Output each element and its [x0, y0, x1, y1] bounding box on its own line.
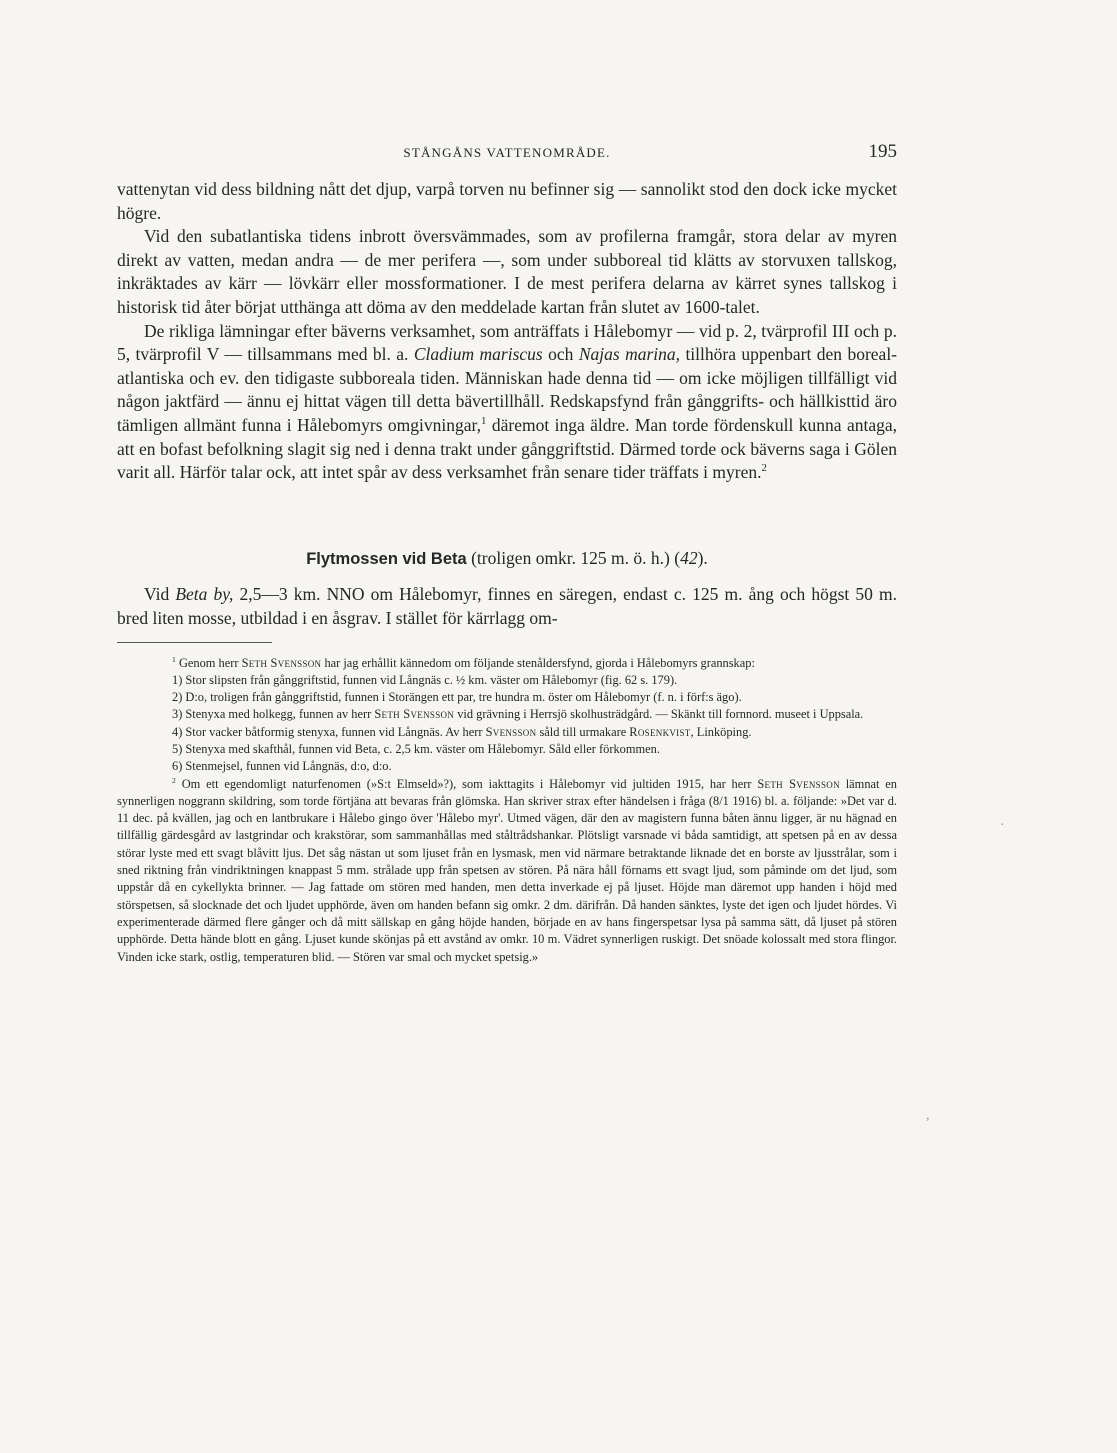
- paragraph-2: Vid den subatlantiska tidens inbrott översvämmades, som av profilerna framgår, stora delar av myren direkt av vatten, medan andra — de mer perifera —, som under subboreal tid klätts av storvuxen tallskog, inkräktades av kärr — lövkärr eller mossformationer. I de mest perifera delarna av kärret synes tallskog i historisk tid åter börjat utthänga att döma av den meddelade kartan från slutet av 1600-talet.: [117, 226, 897, 317]
- footnote-list-item: 6) Stenmejsel, funnen vid Långnäs, d:o, d:o.: [172, 759, 392, 774]
- section-title: Flytmossen vid Beta: [306, 549, 467, 568]
- footnote-list-item: 4) Stor vacker båtformig stenyxa, funnen vid Långnäs. Av herr Svensson såld till urmakare Rosenkvist, Linköping.: [172, 724, 752, 739]
- paragraph-3: De rikliga lämningar efter bäverns verksamhet, som anträffats i Hålebomyr — vid p. 2, tvärprofil III och p. 5, tvärprofil V — tillsammans med bl. a. Cladium mariscus och Najas marina, tillhöra uppenbart den boreal-atlantiska och ev. den tidigaste subboreala tiden. Människan hade denna tid — om icke möjligen tillfälligt vid någon jaktfärd — ännu ej hittat vägen till detta bävertillhåll. Redskapsfynd från gånggrifts- och hällkisttid äro tämligen allmänt funna i Hålebomyrs omgivningar,$^1$ däremot inga äldre. Man torde fördenskull kunna antaga, att en bofast befolkning slagit sig ned i denna trakt under gånggriftstid. Därmed torde ock bäverns saga i Gölen varit all. Härför talar ock, att intet spår av dess verksamhet från senare tider träffats i myren.$^2$: [117, 320, 898, 483]
- paragraph-1: vattenytan vid dess bildning nått det djup, varpå torven nu befinner sig — sannolikt stod den dock icke mycket högre.: [117, 179, 897, 223]
- footnote-2: $^2$ Om ett egendomligt naturfenomen (»S:t Elmseld»?), som iakttagits i Hålebomyr vid jultiden 1915, har herr Seth Svensson lämnat en synnerligen noggrann skildring, som torde förtjäna att bevaras från glömska. Han skriver strax efter händelsen i fråga (8/1 1916) bl. a. följande: »Det var d. 11 dec. på kvällen, jag och en lantbrukare i Hålebo gingo över 'Hålebo myr'. Utmed vägen, där den av magistern funna båten ännu ligger, är nu hägnad en tillfällig gärdesgård av lastgrindar och krakstörar, som sammanhållas med ståltrådshankar. Plötsligt varsnade vi båda samtidigt, att spetsen på en av dessa störar lyste med ett svagt blåvitt ljus. Det såg nästan ut som ljuset från en lysmask, men vid närmare betraktande liknade det en borste av ljusstrålar, som i sned riktning från vindriktningen knappast 5 mm. strålade upp från spetsen av stören. På nära håll förnams ett svagt ljud, som påminde om det ljud, som uppstår då en cykellykta brinner. — Jag fattade om stören med handen, men detta inverkade ej på ljuset. Höjde man däremot upp handen i höjd med störspetsen, så slocknade det och ljudet upphörde, även om handen befann sig omkr. 2 dm. därifrån. Då handen sänktes, lyste det igen och ljudet hördes. Vi experimenterade därmed flere gånger och då mitt sällskap en gång höjde handen, började en av hans fingerspetsar lysa på samma sätt, då ljuset på stören upphörde. Detta hände blott en gång. Ljuset kunde skönjas på ett avstånd av omkr. 10 m. Vädret synnerligen ruskigt. Det snöade kolossalt med stora flingor. Vinden icke stark, ostlig, temperaturen blid. — Stören var smal och mycket spetsig.»: [117, 775, 897, 964]
- running-title: STÅNGÅNS VATTENOMRÅDE.: [403, 145, 611, 160]
- footnote-list-item: 5) Stenyxa med skafthål, funnen vid Beta, c. 2,5 km. väster om Hålebomyr. Såld eller förkommen.: [172, 741, 660, 756]
- footnote-ref: 1: [481, 415, 487, 428]
- section-heading: Flytmossen vid Beta (troligen omkr. 125 m. ö. h.) (42).: [306, 547, 708, 568]
- footnote-list-item: 3) Stenyxa med holkegg, funnen av herr Seth Svensson vid grävning i Herrsjö skolhusträdgård. — Skänkt till fornnord. museet i Uppsala.: [172, 707, 864, 722]
- page-header: [117, 141, 897, 165]
- scan-speck: ·: [1000, 818, 1005, 833]
- main-text: [117, 178, 897, 966]
- footnotes: [117, 655, 897, 966]
- species-name: Najas marina,: [578, 344, 681, 365]
- place-name: Beta by,: [175, 584, 234, 605]
- scan-speck: ,: [926, 1108, 930, 1123]
- page-number: 195: [868, 141, 897, 162]
- footnote-divider: [117, 642, 272, 643]
- footnote-1: $^1$ Genom herr Seth Svensson har jag erhållit kännedom om följande stenåldersfynd, gjorda i Hålebomyrs grannskap:: [172, 654, 755, 670]
- footnote-list-item: 2) D:o, troligen från gånggriftstid, funnen i Storängen ett par, tre hundra m. öster om Hålebomyr (f. n. i förf:s ägo).: [172, 690, 742, 705]
- paragraph-4: Vid Beta by, 2,5—3 km. NNO om Hålebomyr, finnes en säregen, endast c. 125 m. ång och högst 50 m. bred liten mosse, utbildad i en åsgrav. I stället för kärrlagg om-: [117, 584, 897, 628]
- footnote-list-item: 1) Stor slipsten från gånggriftstid, funnen vid Långnäs c. ½ km. väster om Hålebomyr (fig. 62 s. 179).: [172, 672, 678, 687]
- species-name: Cladium mariscus: [413, 344, 543, 365]
- footnote-ref: 2: [761, 462, 767, 475]
